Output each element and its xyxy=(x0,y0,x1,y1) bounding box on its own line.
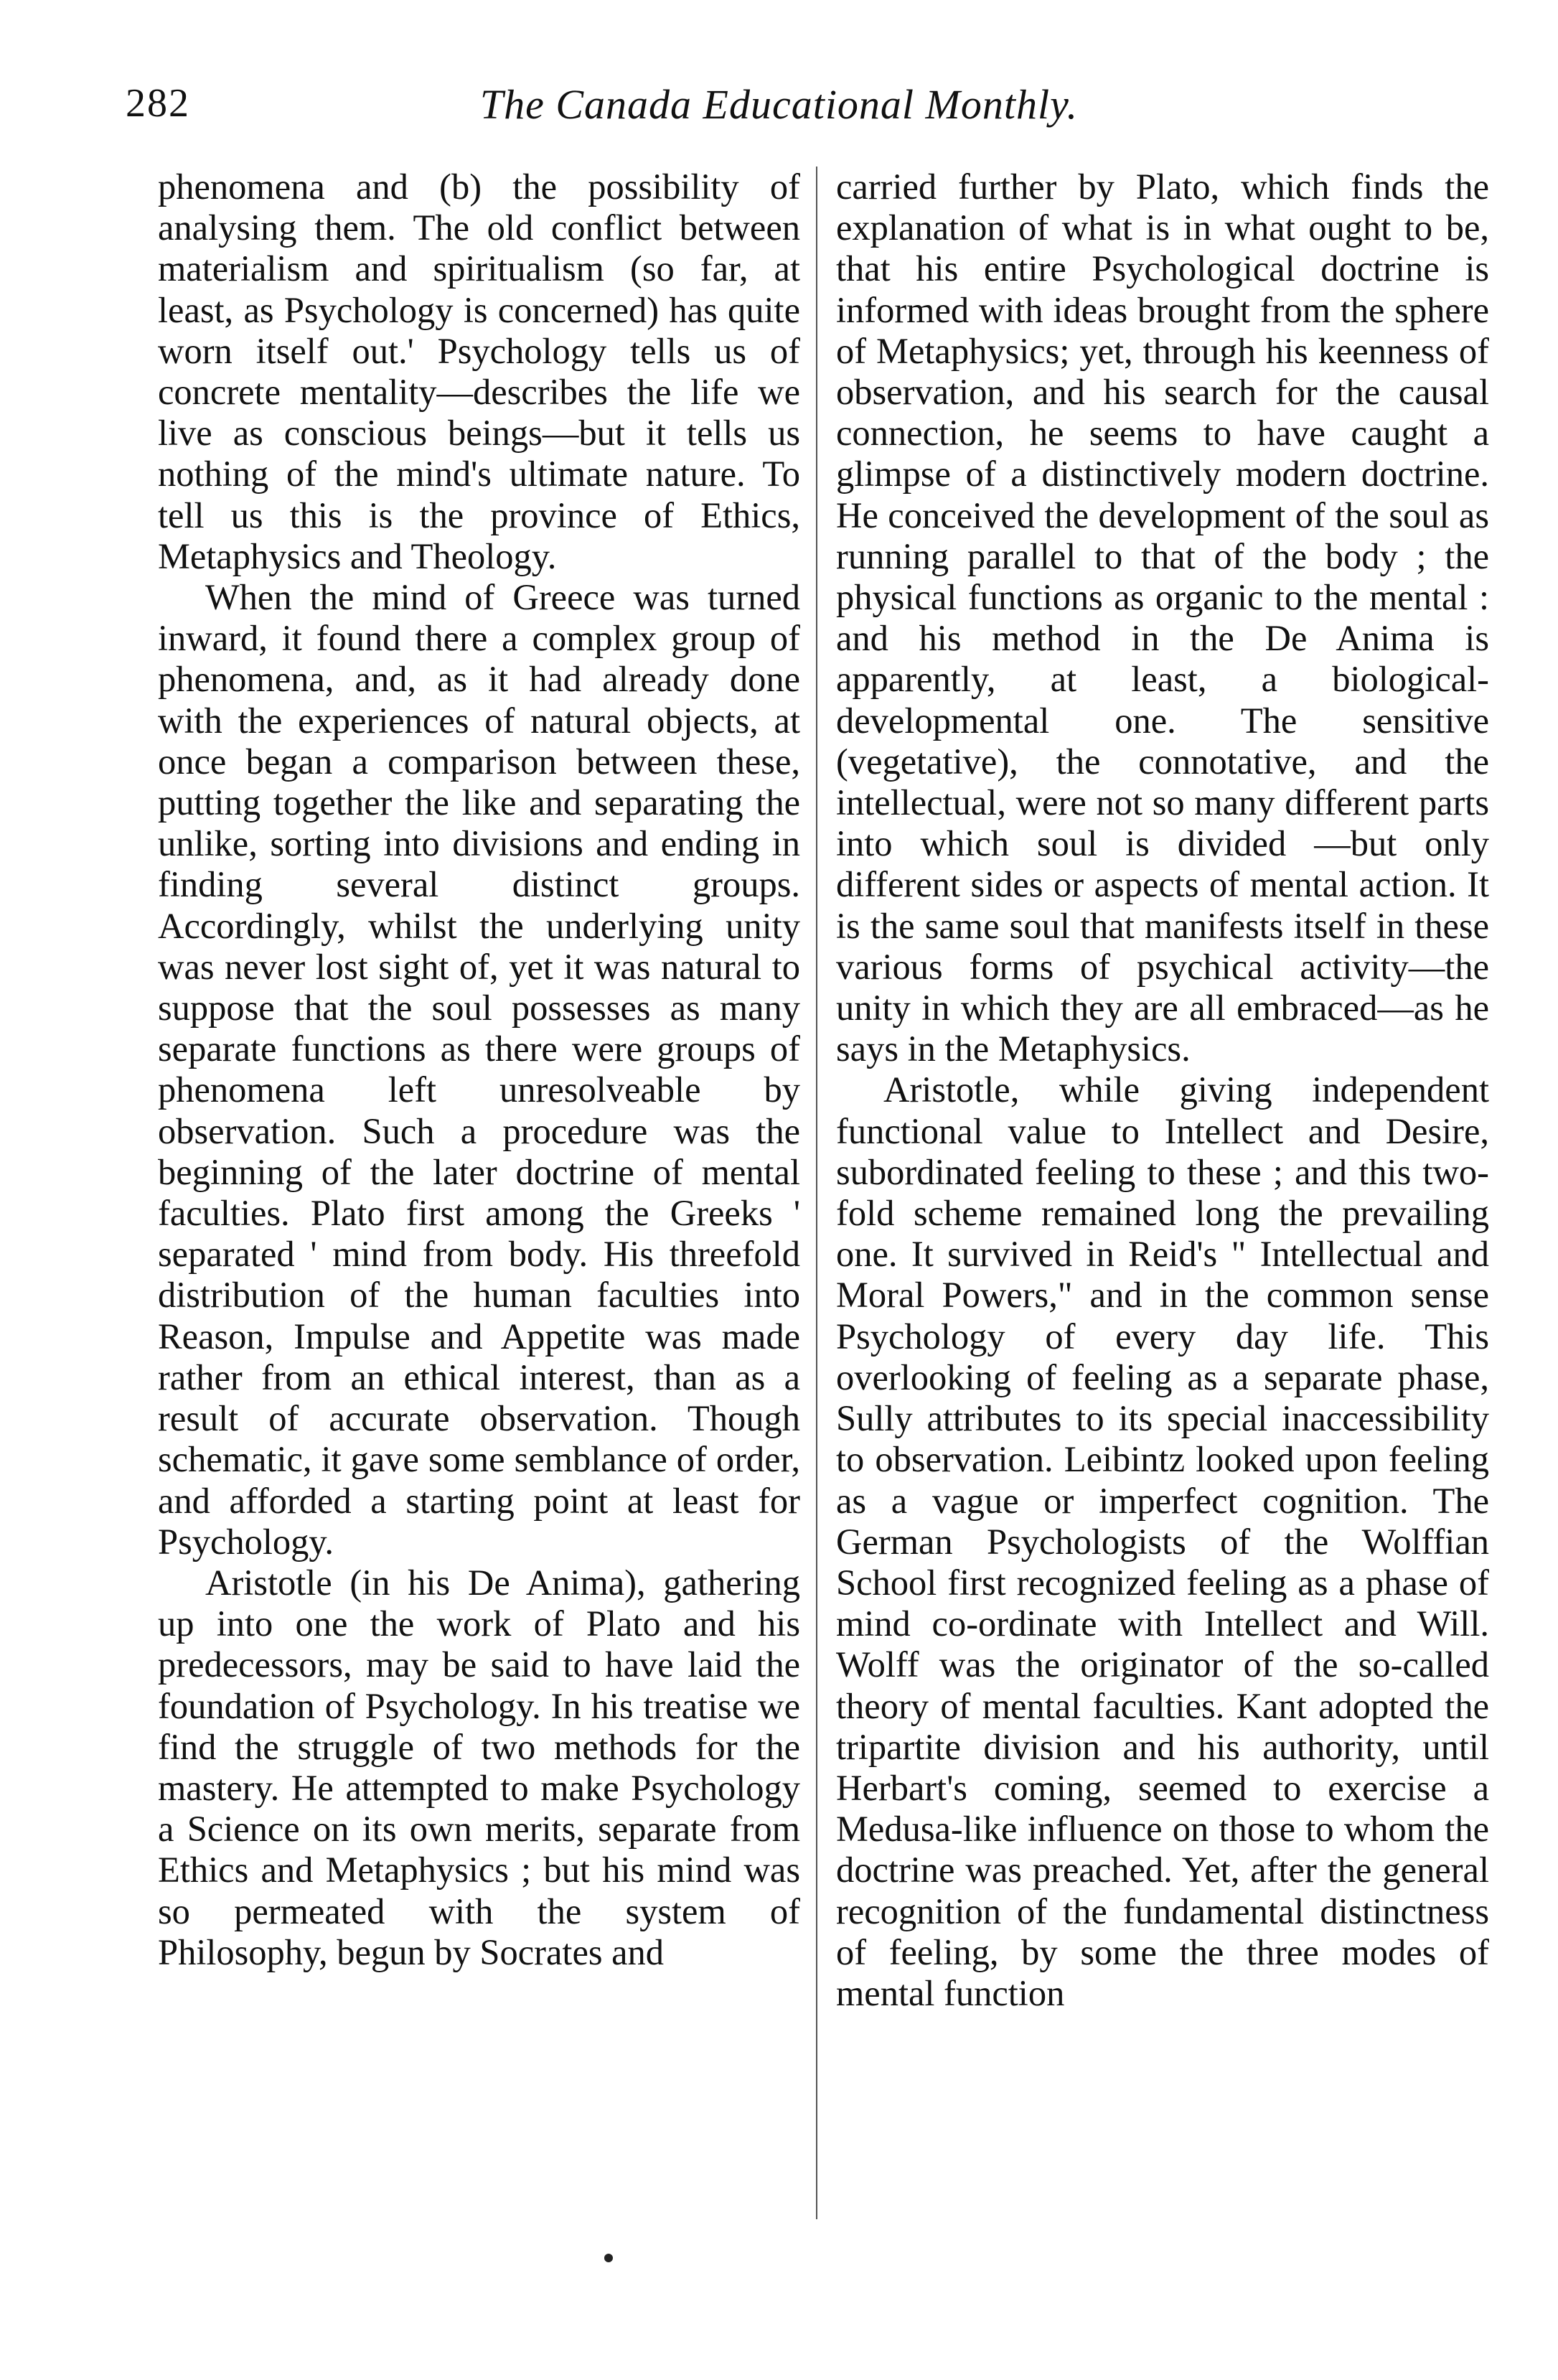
paragraph: When the mind of Greece was turned inward, it found there a complex group of phenomena, and, as it had already done with the experiences of natural objects, at once began a comparison between these, putting together the like and separating the unlike, sorting into divisions and ending in finding several distinct groups. Accordingly, whilst the underlying unity was never lost sight of, yet it was natural to suppose that the soul possesses as many separate functions as there were groups of phenomena left unresolveable by observation. Such a procedure was the beginning of the later doctrine of mental faculties. Plato first among the Greeks ' separated ' mind from body. His threefold distribution of the human faculties into Reason, Impulse and Appetite was made rather from an ethical interest, than as a result of accurate observation. Though schematic, it gave some semblance of order, and afforded a starting point at least for Psychology. xyxy=(158,577,800,1562)
left-column xyxy=(158,167,800,1973)
column-divider xyxy=(816,167,817,2219)
page-header xyxy=(0,80,1558,145)
running-title: The Canada Educational Monthly. xyxy=(479,81,1079,128)
paragraph: carried further by Plato, which finds the explanation of what is in what ought to be, that his entire Psychological doctrine is informed with ideas brought from the sphere of Metaphysics; yet, through his keenness of observation, and his search for the causal connection, he seems to have caught a glimpse of a distinctively modern doctrine. He conceived the development of the soul as running parallel to that of the body ; the physical functions as organic to the mental : and his method in the De Anima is apparently, at least, a biological-developmental one. The sensitive (vegetative), the connotative, and the intellectual, were not so many different parts into which soul is divided —but only different sides or aspects of mental action. It is the same soul that manifests itself in these various forms of psychical activity—the unity in which they are all embraced—as he says in the Metaphysics. xyxy=(836,167,1489,1069)
right-column xyxy=(836,167,1489,2014)
paragraph: Aristotle, while giving independent functional value to Intellect and Desire, subordinated feeling to these ; and this two-fold scheme remained long the prevailing one. It survived in Reid's " Intellectual and Moral Powers," and in the common sense Psychology of every day life. This overlooking of feeling as a separate phase, Sully attributes to its special inaccessibility to observation. Leibintz looked upon feeling as a vague or imperfect cognition. The German Psychologists of the Wolffian School first recognized feeling as a phase of mind co-ordinate with Intellect and Will. Wolff was the originator of the so-called theory of mental faculties. Kant adopted the tripartite division and his authority, until Herbart's coming, seemed to exercise a Medusa-like influence on those to whom the doctrine was preached. Yet, after the general recognition of the fundamental distinctness of feeling, by some the three modes of mental function xyxy=(836,1069,1489,2013)
print-mark xyxy=(604,2254,613,2262)
paragraph: phenomena and (b) the possibility of analysing them. The old conflict between materialism and spiritualism (so far, at least, as Psychology is concerned) has quite worn itself out.' Psychology tells us of concrete mentality—describes the life we live as conscious beings—but it tells us nothing of the mind's ultimate nature. To tell us this is the province of Ethics, Metaphysics and Theology. xyxy=(158,167,800,576)
paragraph: Aristotle (in his De Anima), gathering up into one the work of Plato and his predecessors, may be said to have laid the foundation of Psychology. In his treatise we find the struggle of two methods for the mastery. He attempted to make Psychology a Science on its own merits, separate from Ethics and Metaphysics ; but his mind was so permeated with the system of Philosophy, begun by Socrates and xyxy=(158,1562,800,1972)
page-number: 282 xyxy=(126,81,190,126)
